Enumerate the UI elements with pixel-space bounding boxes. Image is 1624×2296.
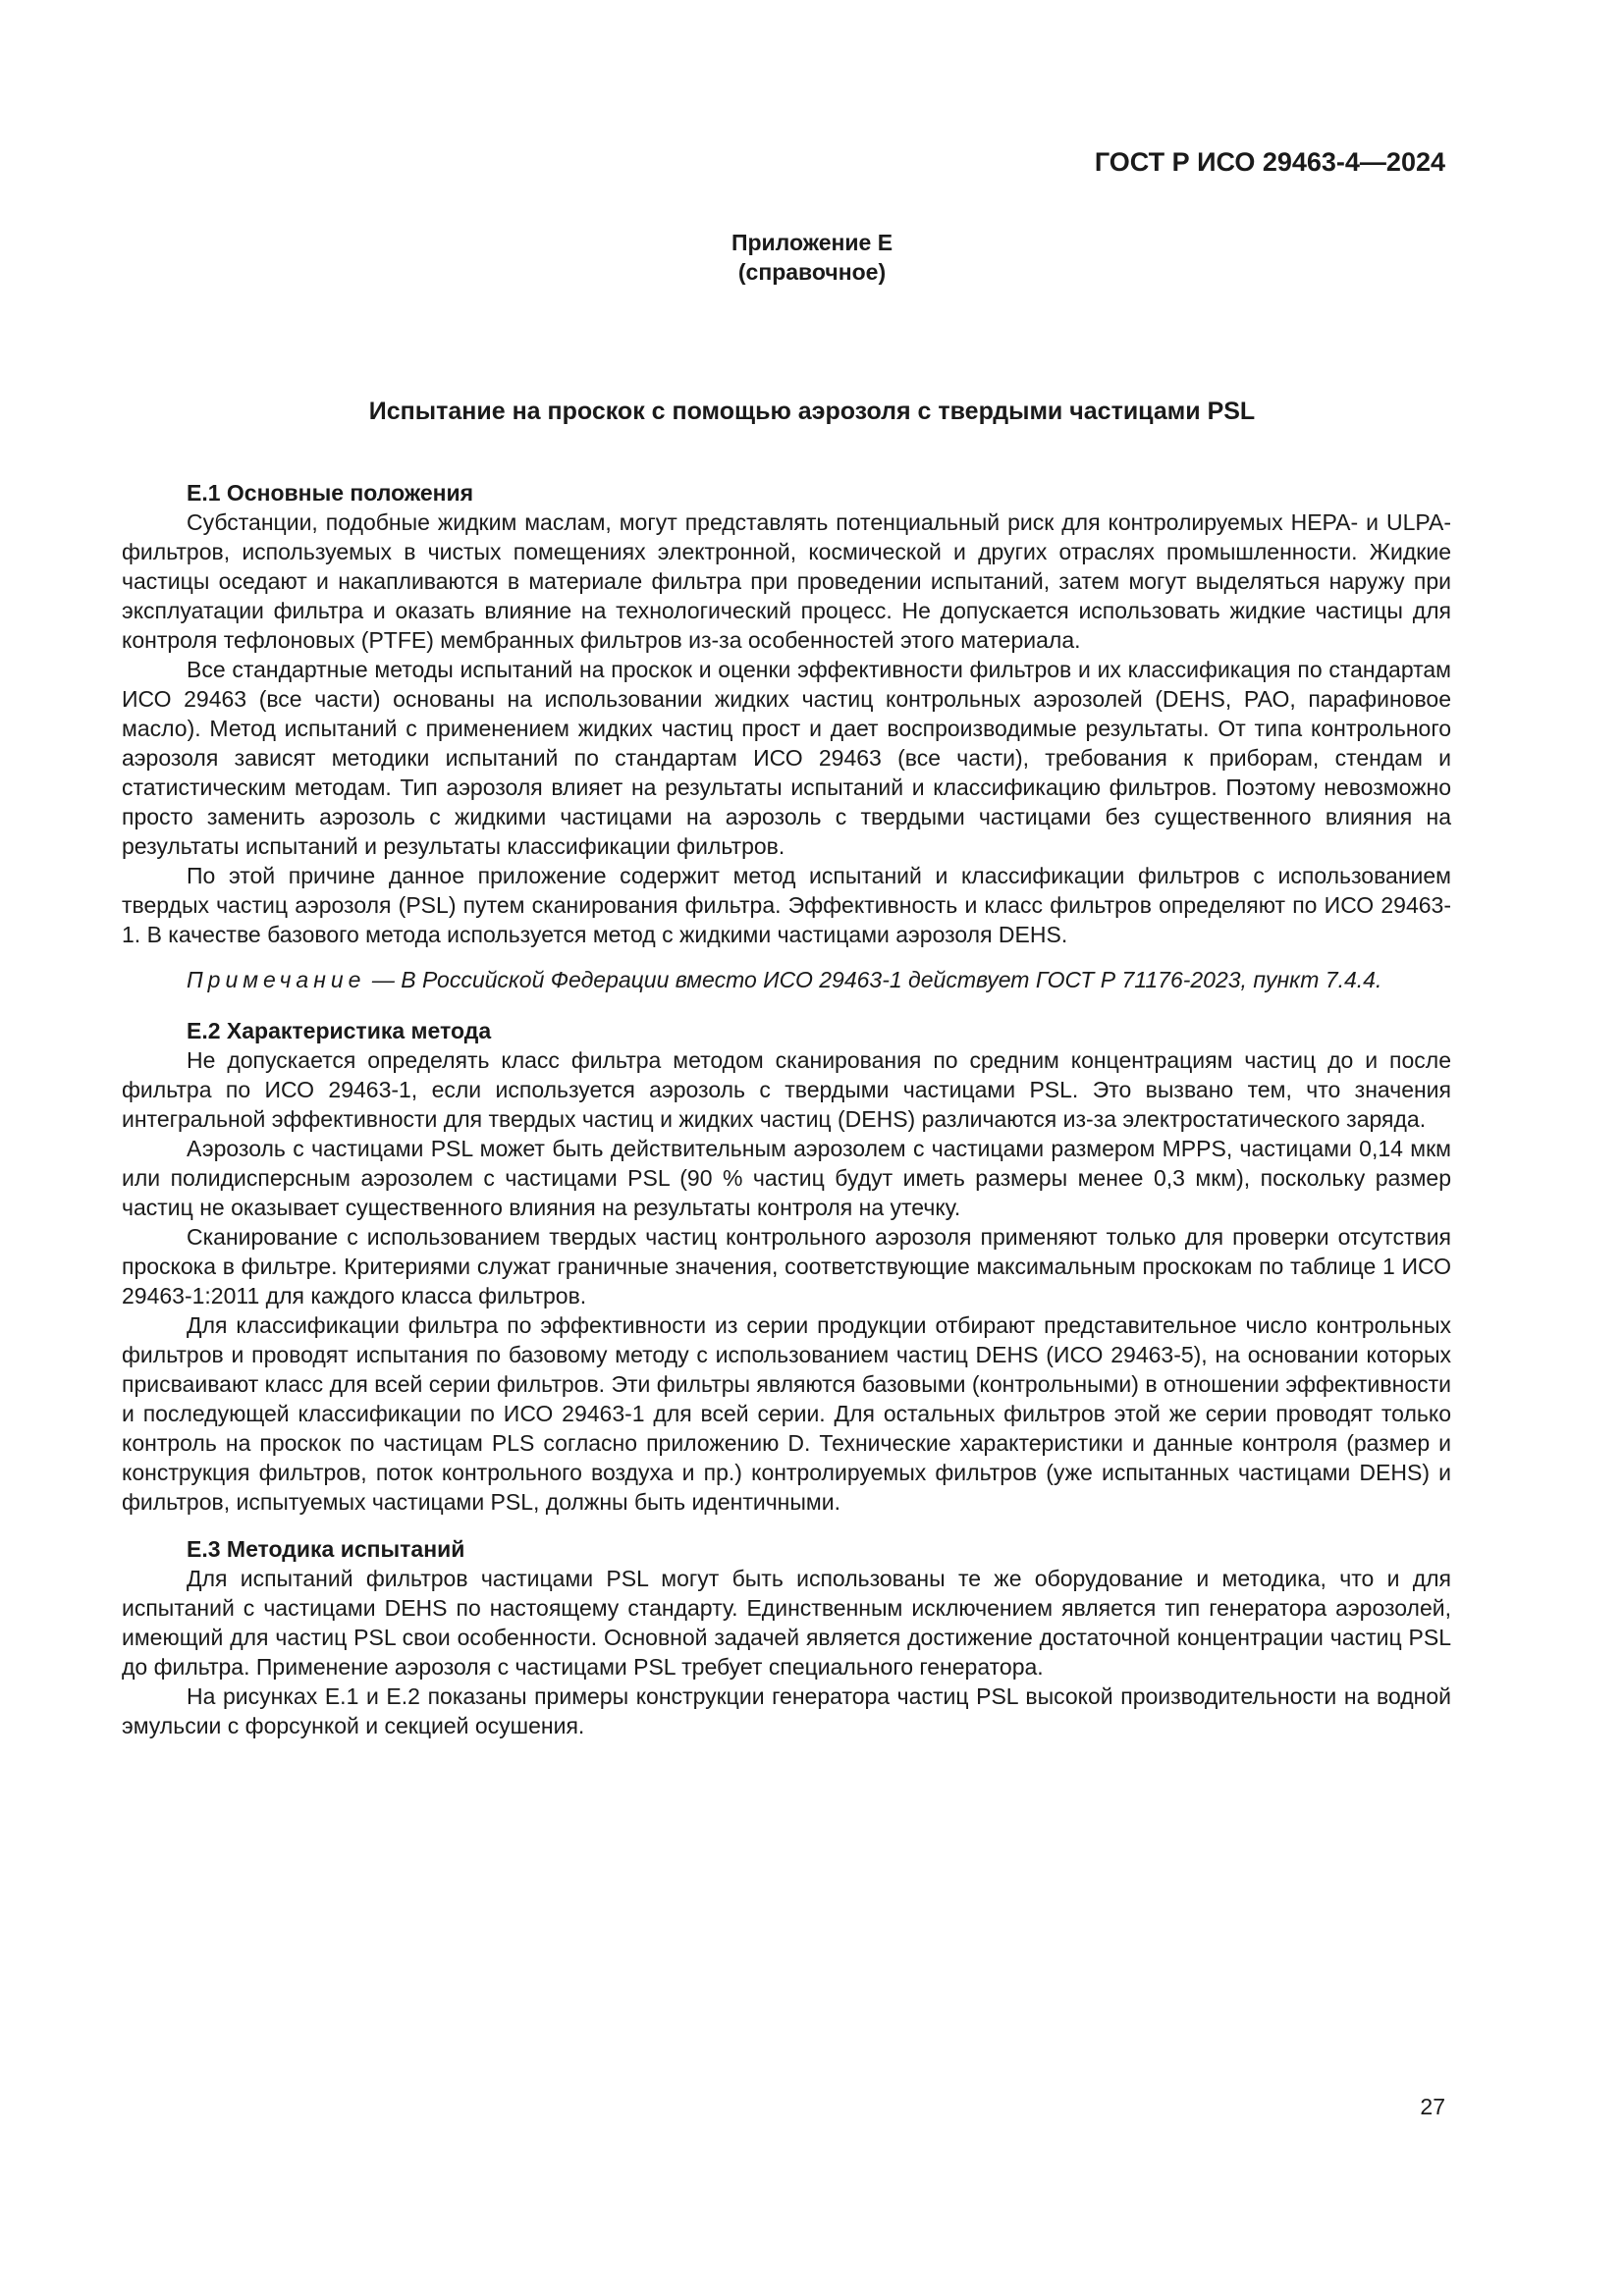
- paragraph: Все стандартные методы испытаний на проскок и оценки эффективности фильтров и их классификация по стандартам ИСО 29463 (все части) основаны на использовании жидких частиц контрольных аэрозолей (DEHS, РАО, парафиновое масло). Метод испытаний с применением жидких частиц прост и дает воспроизводимые результаты. От типа контрольного аэрозоля зависят методики испытаний по стандартам ИСО 29463 (все части), требования к приборам, стендам и статистическим методам. Тип аэрозоля влияет на результаты испытаний и классификацию фильтров. Поэтому невозможно просто заменить аэрозоль с жидкими частицами на аэрозоль с твердыми частицами без существенного влияния на результаты испытаний и результаты классификации фильтров.: [122, 657, 1451, 859]
- paragraph: Не допускается определять класс фильтра методом сканирования по средним концентрациям частиц до и после фильтра по ИСО 29463-1, если используется аэрозоль с твердыми частицами PSL. Это вызвано тем, что значения интегральной эффективности для твердых частиц и жидких частиц (DEHS) различаются из-за электростатического заряда.: [122, 1047, 1451, 1132]
- paragraph: На рисунках Е.1 и Е.2 показаны примеры конструкции генератора частиц PSL высокой производительности на водной эмульсии с форсункой и секцией осушения.: [122, 1683, 1451, 1738]
- paragraph: Сканирование с использованием твердых частиц контрольного аэрозоля применяют только для проверки отсутствия проскока в фильтре. Критериями служат граничные значения, соответствующие максимальным проскокам по таблице 1 ИСО 29463-1:2011 для каждого класса фильтров.: [122, 1224, 1451, 1308]
- note: [122, 965, 1451, 994]
- document-body: [122, 478, 1451, 1740]
- paragraph: Субстанции, подобные жидким маслам, могут представлять потенциальный риск для контролируемых HEPA- и ULPA-фильтров, используемых в чистых помещениях электронной, космической и других отраслях промышленности. Жидкие частицы оседают и накапливаются в материале фильтра при проведении испытаний, затем могут выделяться наружу при эксплуатации фильтра и оказать влияние на технологический процесс. Не допускается использовать жидкие частицы для контроля тефлоновых (PTFE) мембранных фильтров из-за особенностей этого материала.: [122, 509, 1451, 653]
- paragraph: Для классификации фильтра по эффективности из серии продукции отбирают представительное число контрольных фильтров и проводят испытания по базовому методу с использованием частиц DEHS (ИСО 29463-5), на основании которых присваивают класс для всей серии фильтров. Эти фильтры являются базовыми (контрольными) в отношении эффективности и последующей классификации по ИСО 29463-1 для всей серии. Для остальных фильтров этой же серии проводят только контроль на проскок по частицам PLS согласно приложению D. Технические характеристики и данные контроля (размер и конструкция фильтров, поток контрольного воздуха и пр.) контролируемых фильтров (уже испытанных частицами DEHS) и фильтров, испытуемых частицами PSL, должны быть идентичными.: [122, 1312, 1451, 1515]
- paragraph: Аэрозоль с частицами PSL может быть действительным аэрозолем с частицами размером MPPS, частицами 0,14 мкм или полидисперсным аэрозолем с частицами PSL (90 % частиц будут иметь размеры менее 0,3 мкм), поскольку размер частиц не оказывает существенного влияния на результаты контроля на утечку.: [122, 1136, 1451, 1220]
- section-heading-e1: Е.1 Основные положения: [187, 480, 474, 506]
- annex-title: Испытание на проскок с помощью аэрозоля с твердыми частицами PSL: [368, 398, 1256, 425]
- page-number: 27: [1420, 2094, 1445, 2119]
- section-heading-e2: Е.2 Характеристика метода: [187, 1018, 492, 1043]
- annex-heading: [0, 228, 1624, 287]
- paragraph: По этой причине данное приложение содержит метод испытаний и классификации фильтров с использованием твердых частиц аэрозоля (PSL) путем сканирования фильтра. Эффективность и класс фильтров определяют по ИСО 29463-1. В качестве базового метода используется метод с жидкими частицами аэрозоля DEHS.: [122, 863, 1451, 947]
- section-heading-e3: Е.3 Методика испытаний: [187, 1536, 465, 1562]
- document-code: ГОСТ Р ИСО 29463-4—2024: [1094, 147, 1445, 177]
- annex-label: Приложение Е: [731, 230, 893, 255]
- paragraph: Для испытаний фильтров частицами PSL могут быть использованы те же оборудование и методика, что и для испытаний с частицами DEHS по настоящему стандарту. Единственным исключением является тип генератора аэрозолей, имеющий для частиц PSL свои особенности. Основной задачей является достижение достаточной концентрации частиц PSL до фильтра. Применение аэрозоля с частицами PSL требует специального генератора.: [122, 1566, 1451, 1680]
- note-label: Примечание: [187, 967, 366, 992]
- annex-status: (справочное): [737, 259, 887, 285]
- note-text: — В Российской Федерации вместо ИСО 29463-1 действует ГОСТ Р 71176-2023, пункт 7.4.4.: [365, 967, 1382, 992]
